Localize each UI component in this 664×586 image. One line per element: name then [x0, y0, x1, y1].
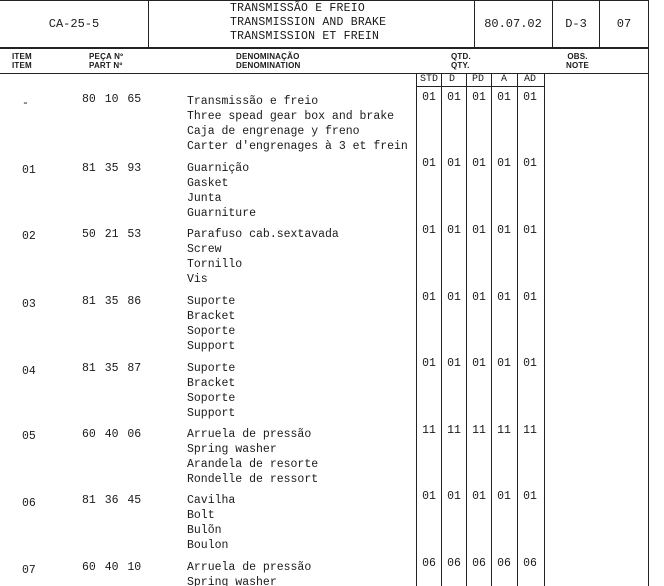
- row-part-number: 81 35 86: [82, 295, 142, 308]
- qty-ad: 01: [523, 291, 537, 304]
- revision-date: 80.07.02: [484, 16, 542, 31]
- title-english: TRANSMISSION AND BRAKE: [230, 16, 387, 29]
- row-item-number: 06: [22, 497, 36, 510]
- qty-col-ad: AD: [523, 74, 536, 85]
- catalog-code: CA-25-5: [48, 16, 100, 31]
- qty-pd: 01: [472, 91, 486, 104]
- qty-a: 01: [497, 490, 511, 503]
- qty-pd: 01: [472, 291, 486, 304]
- qty-d: 01: [447, 490, 461, 503]
- qty-a: 01: [497, 224, 511, 237]
- qty-std: 01: [422, 91, 436, 104]
- qty-std: 06: [422, 557, 436, 570]
- row-description: Arruela de pressão Spring washer: [187, 561, 312, 586]
- qty-std: 11: [422, 424, 436, 437]
- qty-pd: 01: [472, 224, 486, 237]
- divider: [491, 73, 492, 586]
- row-item-number: 02: [22, 230, 36, 243]
- qty-d: 06: [447, 557, 461, 570]
- qty-a: 11: [497, 424, 511, 437]
- page-number: 07: [616, 16, 632, 31]
- row-part-number: 80 10 65: [82, 93, 142, 106]
- qty-ad: 06: [523, 557, 537, 570]
- row-item-number: 05: [22, 430, 36, 443]
- qty-ad: 01: [523, 91, 537, 104]
- title-french: TRANSMISSION ET FREIN: [230, 30, 380, 43]
- row-item-number: -: [22, 97, 29, 110]
- row-description: Transmissão e freio Three spead gear box and brake Caja de engrenage y freno Carter d'engrenages à 3 et frein: [187, 95, 408, 153]
- qty-ad: 11: [523, 424, 537, 437]
- qty-std: 01: [422, 157, 436, 170]
- row-description: Arruela de pressão Spring washer Arandela de resorte Rondelle de ressort: [187, 428, 319, 486]
- row-description: Guarnição Gasket Junta Guarniture: [187, 162, 257, 220]
- divider: [441, 73, 442, 586]
- qty-a: 01: [497, 291, 511, 304]
- qty-d: 11: [447, 424, 461, 437]
- qty-a: 01: [497, 157, 511, 170]
- divider: [648, 0, 649, 586]
- divider: [599, 0, 600, 48]
- divider: [148, 0, 149, 48]
- divider: [416, 86, 545, 87]
- col-item: ITEM ITEM: [12, 52, 32, 70]
- qty-std: 01: [422, 490, 436, 503]
- row-part-number: 81 35 87: [82, 362, 142, 375]
- title-portuguese: TRANSMISSÃO E FREIO: [230, 2, 365, 15]
- row-description: Parafuso cab.sextavada Screw Tornillo Vis: [187, 228, 339, 286]
- qty-col-d: D: [448, 74, 455, 85]
- col-part-number: PEÇA Nº PART Nº: [89, 52, 124, 70]
- col-denomination: DENOMINAÇÃO DENOMINATION: [236, 52, 301, 70]
- qty-pd: 06: [472, 557, 486, 570]
- qty-d: 01: [447, 157, 461, 170]
- qty-d: 01: [447, 357, 461, 370]
- divider: [0, 73, 649, 74]
- row-description: Suporte Bracket Soporte Support: [187, 362, 236, 420]
- qty-col-pd: PD: [471, 74, 484, 85]
- page-title: [230, 2, 386, 44]
- qty-std: 01: [422, 291, 436, 304]
- qty-ad: 01: [523, 224, 537, 237]
- divider: [552, 0, 553, 48]
- row-part-number: 60 40 06: [82, 428, 142, 441]
- divider: [474, 0, 475, 48]
- qty-std: 01: [422, 357, 436, 370]
- qty-a: 01: [497, 357, 511, 370]
- qty-a: 01: [497, 91, 511, 104]
- qty-a: 06: [497, 557, 511, 570]
- qty-pd: 01: [472, 490, 486, 503]
- qty-ad: 01: [523, 490, 537, 503]
- row-description: Suporte Bracket Soporte Support: [187, 295, 236, 353]
- qty-std: 01: [422, 224, 436, 237]
- divider: [466, 73, 467, 586]
- row-item-number: 04: [22, 365, 36, 378]
- qty-d: 01: [447, 224, 461, 237]
- qty-col-std: STD: [419, 74, 438, 85]
- catalog-header: [0, 0, 664, 47]
- row-item-number: 01: [22, 164, 36, 177]
- divider: [544, 73, 545, 586]
- qty-d: 01: [447, 91, 461, 104]
- row-item-number: 03: [22, 298, 36, 311]
- row-description: Cavilha Bolt Bulõn Boulon: [187, 494, 236, 552]
- row-part-number: 60 40 10: [82, 561, 142, 574]
- col-notes: OBS. NOTE: [566, 52, 590, 70]
- row-part-number: 81 36 45: [82, 494, 142, 507]
- qty-ad: 01: [523, 157, 537, 170]
- qty-ad: 01: [523, 357, 537, 370]
- column-headings: [0, 49, 664, 75]
- row-item-number: 07: [22, 564, 36, 577]
- qty-pd: 01: [472, 157, 486, 170]
- qty-d: 01: [447, 291, 461, 304]
- qty-pd: 01: [472, 357, 486, 370]
- row-part-number: 50 21 53: [82, 228, 142, 241]
- divider: [517, 73, 518, 586]
- qty-pd: 11: [472, 424, 486, 437]
- divider: [416, 73, 417, 586]
- row-part-number: 81 35 93: [82, 162, 142, 175]
- qty-col-a: A: [500, 74, 507, 85]
- col-quantity: QTD. QTY.: [451, 52, 471, 70]
- section-code: D-3: [565, 16, 587, 31]
